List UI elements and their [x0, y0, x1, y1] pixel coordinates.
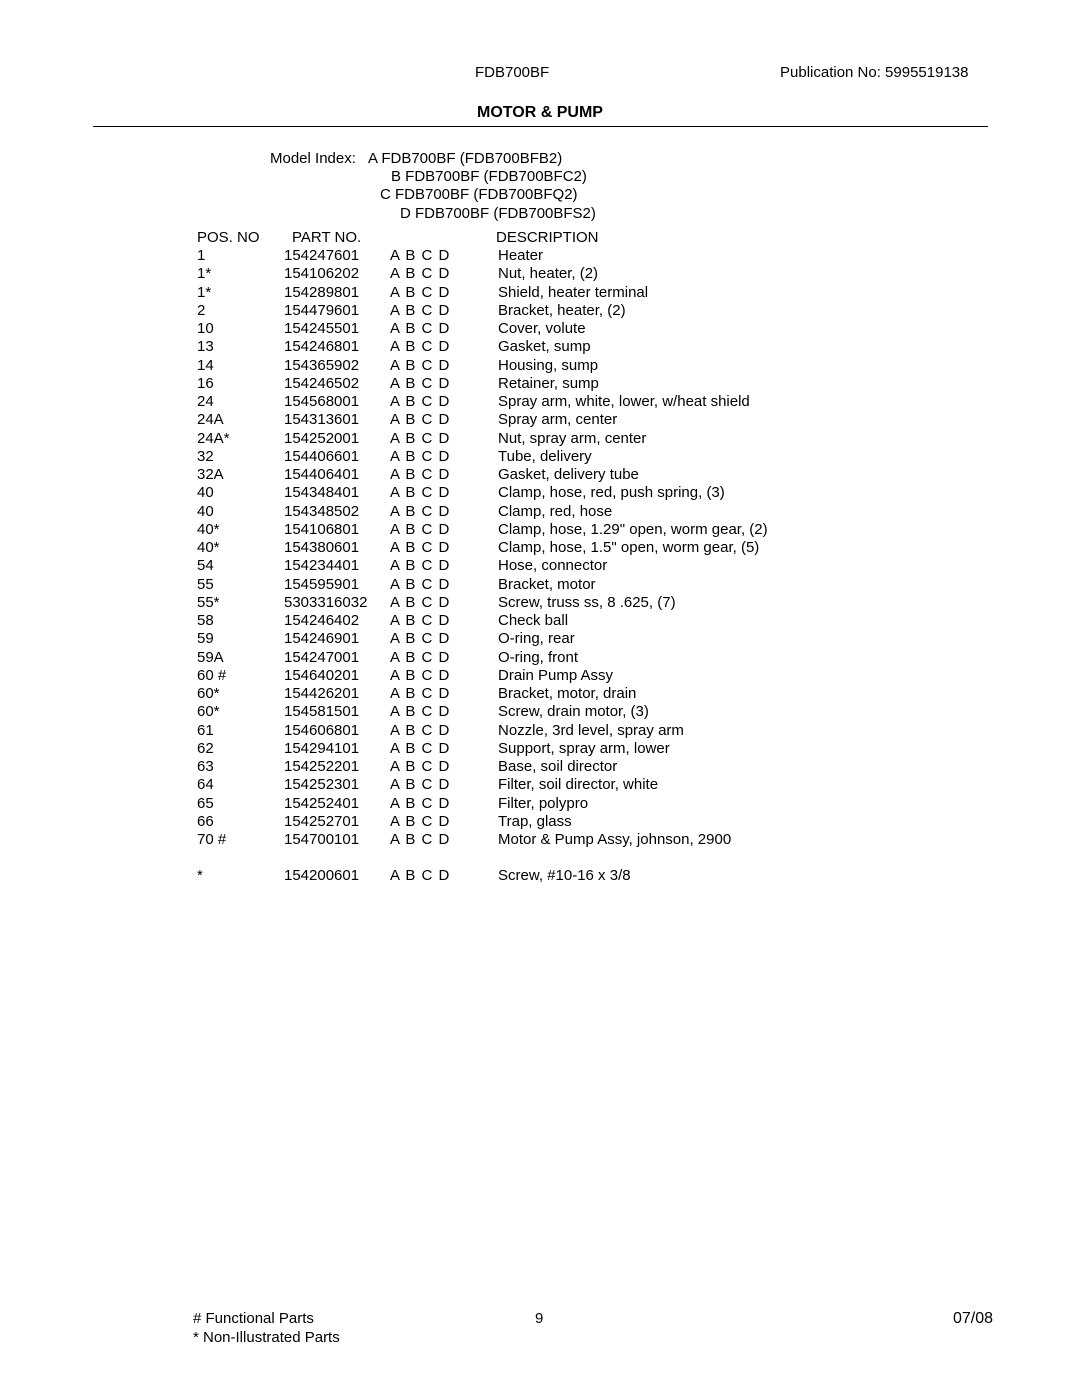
row-models: A B C D	[390, 520, 450, 538]
model-index-line: D FDB700BF (FDB700BFS2)	[400, 205, 596, 222]
table-row	[0, 576, 1080, 594]
table-row	[0, 393, 1080, 411]
table-row	[0, 357, 1080, 375]
table-row	[0, 557, 1080, 575]
row-models: A B C D	[390, 283, 450, 301]
row-models: A B C D	[390, 794, 450, 812]
table-row	[0, 612, 1080, 630]
row-models: A B C D	[390, 393, 450, 410]
row-models: A B C D	[390, 447, 450, 465]
row-description: Gasket, sump	[498, 338, 591, 356]
row-pos-no: 64	[197, 776, 214, 794]
row-pos-no: 61	[197, 721, 214, 739]
row-models: A B C D	[390, 301, 450, 319]
table-row	[0, 375, 1080, 393]
row-pos-no: 24	[197, 393, 214, 410]
row-part-no: 154479601	[284, 301, 360, 319]
table-row	[0, 284, 1080, 302]
table-row	[0, 630, 1080, 648]
row-description: Clamp, red, hose	[498, 502, 613, 520]
row-pos-no: *	[197, 867, 203, 885]
row-pos-no: 62	[197, 739, 214, 757]
row-description: Housing, sump	[498, 356, 599, 374]
row-description: Filter, soil director, white	[498, 776, 659, 794]
row-description: O-ring, rear	[498, 630, 575, 648]
row-pos-no: 1*	[197, 265, 212, 283]
row-part-no: 154246502	[284, 374, 360, 392]
publication-date: 07/08	[953, 1310, 994, 1327]
row-part-no: 154252301	[284, 776, 360, 794]
row-part-no: 154252001	[284, 429, 360, 447]
row-part-no: 154640201	[284, 666, 360, 684]
row-models: A B C D	[390, 703, 450, 721]
row-models: A B C D	[390, 502, 450, 520]
page-number: 9	[535, 1310, 544, 1327]
row-description: Bracket, motor	[498, 575, 596, 593]
row-models: A B C D	[390, 575, 450, 593]
row-pos-no: 54	[197, 557, 214, 575]
row-part-no: 154247001	[284, 648, 360, 666]
row-part-no: 154406401	[284, 466, 360, 483]
table-row	[0, 776, 1080, 794]
table-row	[0, 758, 1080, 776]
row-description: Bracket, heater, (2)	[498, 301, 626, 319]
row-models: A B C D	[390, 356, 450, 374]
row-part-no: 154234401	[284, 557, 360, 575]
row-description: Cover, volute	[498, 320, 586, 337]
row-description: Shield, heater terminal	[498, 283, 649, 301]
header-publication: Publication No: 5995519138	[780, 64, 969, 81]
row-description: Clamp, hose, 1.5" open, worm gear, (5)	[498, 539, 760, 556]
row-pos-no: 40	[197, 484, 214, 502]
row-part-no: 154252401	[284, 794, 360, 812]
row-description: Tube, delivery	[498, 447, 592, 465]
row-part-no: 154200601	[284, 867, 360, 885]
row-part-no: 154245501	[284, 320, 360, 337]
table-row	[0, 685, 1080, 703]
row-pos-no: 58	[197, 612, 214, 629]
row-part-no: 154106801	[284, 520, 360, 538]
row-pos-no: 10	[197, 320, 214, 337]
row-pos-no: 24A*	[197, 429, 230, 447]
model-index-label: Model Index:	[270, 150, 356, 167]
row-pos-no: 60*	[197, 703, 220, 721]
table-row	[0, 594, 1080, 612]
column-header-description: DESCRIPTION	[496, 229, 599, 246]
row-pos-no: 59	[197, 630, 214, 648]
row-description: Trap, glass	[498, 812, 572, 830]
table-row	[0, 703, 1080, 721]
row-description: Hose, connector	[498, 557, 608, 575]
row-part-no: 154348502	[284, 502, 360, 520]
section-title: MOTOR & PUMP	[477, 104, 603, 121]
table-row	[0, 813, 1080, 831]
row-pos-no: 55	[197, 575, 214, 593]
row-description: Nozzle, 3rd level, spray arm	[498, 721, 684, 739]
row-models: A B C D	[390, 666, 450, 684]
row-part-no: 154313601	[284, 411, 360, 429]
row-part-no: 154348401	[284, 484, 360, 502]
row-pos-no: 66	[197, 812, 214, 830]
row-models: A B C D	[390, 648, 450, 666]
row-models: A B C D	[390, 411, 450, 429]
row-description: Check ball	[498, 612, 569, 629]
title-divider	[93, 126, 988, 127]
row-part-no: 154595901	[284, 575, 360, 593]
row-models: A B C D	[390, 484, 450, 502]
model-index-line: C FDB700BF (FDB700BFQ2)	[380, 186, 578, 203]
row-pos-no: 1	[197, 247, 206, 264]
row-pos-no: 65	[197, 794, 214, 812]
row-pos-no: 55*	[197, 593, 220, 611]
row-part-no: 154700101	[284, 831, 360, 848]
table-row	[0, 484, 1080, 502]
row-pos-no: 32A	[197, 466, 224, 483]
table-row	[0, 466, 1080, 484]
row-models: A B C D	[390, 612, 450, 629]
row-pos-no: 24A	[197, 411, 224, 429]
row-description: Clamp, hose, red, push spring, (3)	[498, 484, 725, 502]
row-description: Screw, drain motor, (3)	[498, 703, 649, 721]
row-description: Motor & Pump Assy, johnson, 2900	[498, 831, 732, 848]
row-description: Drain Pump Assy	[498, 666, 614, 684]
row-pos-no: 40	[197, 502, 214, 520]
row-part-no: 154380601	[284, 539, 360, 556]
row-part-no: 154294101	[284, 739, 360, 757]
table-row	[0, 521, 1080, 539]
row-models: A B C D	[390, 758, 450, 775]
table-row	[0, 338, 1080, 356]
row-pos-no: 63	[197, 758, 214, 775]
legend-non-illustrated-parts: * Non-Illustrated Parts	[193, 1329, 340, 1346]
row-pos-no: 40*	[197, 539, 220, 556]
table-row	[0, 539, 1080, 557]
row-part-no: 5303316032	[284, 593, 368, 611]
row-part-no: 154246402	[284, 612, 360, 629]
row-part-no: 154246801	[284, 338, 360, 356]
row-pos-no: 60*	[197, 685, 220, 702]
row-models: A B C D	[390, 320, 450, 337]
row-pos-no: 60 #	[197, 666, 227, 684]
row-part-no: 154252201	[284, 758, 360, 775]
row-part-no: 154606801	[284, 721, 360, 739]
table-row	[0, 430, 1080, 448]
legend-functional-parts: # Functional Parts	[193, 1310, 314, 1327]
column-header-pos: POS. NO	[197, 229, 260, 246]
row-models: A B C D	[390, 593, 450, 611]
row-description: Screw, truss ss, 8 .625, (7)	[498, 593, 676, 611]
row-description: Spray arm, white, lower, w/heat shield	[498, 393, 750, 410]
row-description: Nut, heater, (2)	[498, 265, 599, 283]
table-row	[0, 722, 1080, 740]
table-row	[0, 503, 1080, 521]
row-part-no: 154289801	[284, 283, 360, 301]
row-pos-no: 13	[197, 338, 214, 356]
row-models: A B C D	[390, 374, 450, 392]
row-pos-no: 14	[197, 356, 214, 374]
table-row	[0, 320, 1080, 338]
row-models: A B C D	[390, 429, 450, 447]
row-description: Base, soil director	[498, 758, 618, 775]
row-description: Filter, polypro	[498, 794, 589, 812]
row-part-no: 154106202	[284, 265, 360, 283]
row-models: A B C D	[390, 265, 450, 283]
row-models: A B C D	[390, 812, 450, 830]
row-models: A B C D	[390, 739, 450, 757]
column-header-part: PART NO.	[292, 229, 362, 246]
row-part-no: 154247601	[284, 247, 360, 264]
row-models: A B C D	[390, 685, 450, 702]
table-row	[0, 302, 1080, 320]
row-part-no: 154252701	[284, 812, 360, 830]
model-index-line: B FDB700BF (FDB700BFC2)	[391, 168, 587, 185]
row-models: A B C D	[390, 539, 450, 556]
row-description: O-ring, front	[498, 648, 579, 666]
row-part-no: 154568001	[284, 393, 360, 410]
row-models: A B C D	[390, 867, 450, 885]
row-part-no: 154246901	[284, 630, 360, 648]
row-models: A B C D	[390, 247, 450, 264]
table-row	[0, 247, 1080, 265]
table-row	[0, 831, 1080, 849]
row-pos-no: 1*	[197, 283, 212, 301]
header-model: FDB700BF	[475, 64, 550, 81]
row-description: Heater	[498, 247, 544, 264]
row-pos-no: 59A	[197, 648, 224, 666]
row-pos-no: 40*	[197, 520, 220, 538]
model-index-line: A FDB700BF (FDB700BFB2)	[368, 150, 563, 167]
row-part-no: 154365902	[284, 356, 360, 374]
table-row	[0, 649, 1080, 667]
row-description: Screw, #10-16 x 3/8	[498, 867, 631, 885]
table-row	[0, 265, 1080, 283]
row-pos-no: 16	[197, 374, 214, 392]
row-part-no: 154426201	[284, 685, 360, 702]
row-description: Support, spray arm, lower	[498, 739, 670, 757]
row-description: Spray arm, center	[498, 411, 618, 429]
row-models: A B C D	[390, 721, 450, 739]
row-part-no: 154406601	[284, 447, 360, 465]
row-models: A B C D	[390, 776, 450, 794]
row-pos-no: 32	[197, 447, 214, 465]
row-models: A B C D	[390, 831, 450, 848]
table-row	[0, 411, 1080, 429]
row-pos-no: 70 #	[197, 831, 227, 848]
row-description: Bracket, motor, drain	[498, 685, 637, 702]
row-models: A B C D	[390, 466, 450, 483]
row-description: Gasket, delivery tube	[498, 466, 639, 483]
row-pos-no: 2	[197, 301, 206, 319]
table-row	[0, 667, 1080, 685]
table-row	[0, 448, 1080, 466]
row-description: Clamp, hose, 1.29" open, worm gear, (2)	[498, 520, 768, 538]
row-models: A B C D	[390, 557, 450, 575]
row-description: Retainer, sump	[498, 374, 599, 392]
table-row	[0, 867, 1080, 885]
row-part-no: 154581501	[284, 703, 360, 721]
table-row	[0, 740, 1080, 758]
row-description: Nut, spray arm, center	[498, 429, 647, 447]
row-models: A B C D	[390, 338, 450, 356]
table-row	[0, 795, 1080, 813]
row-models: A B C D	[390, 630, 450, 648]
